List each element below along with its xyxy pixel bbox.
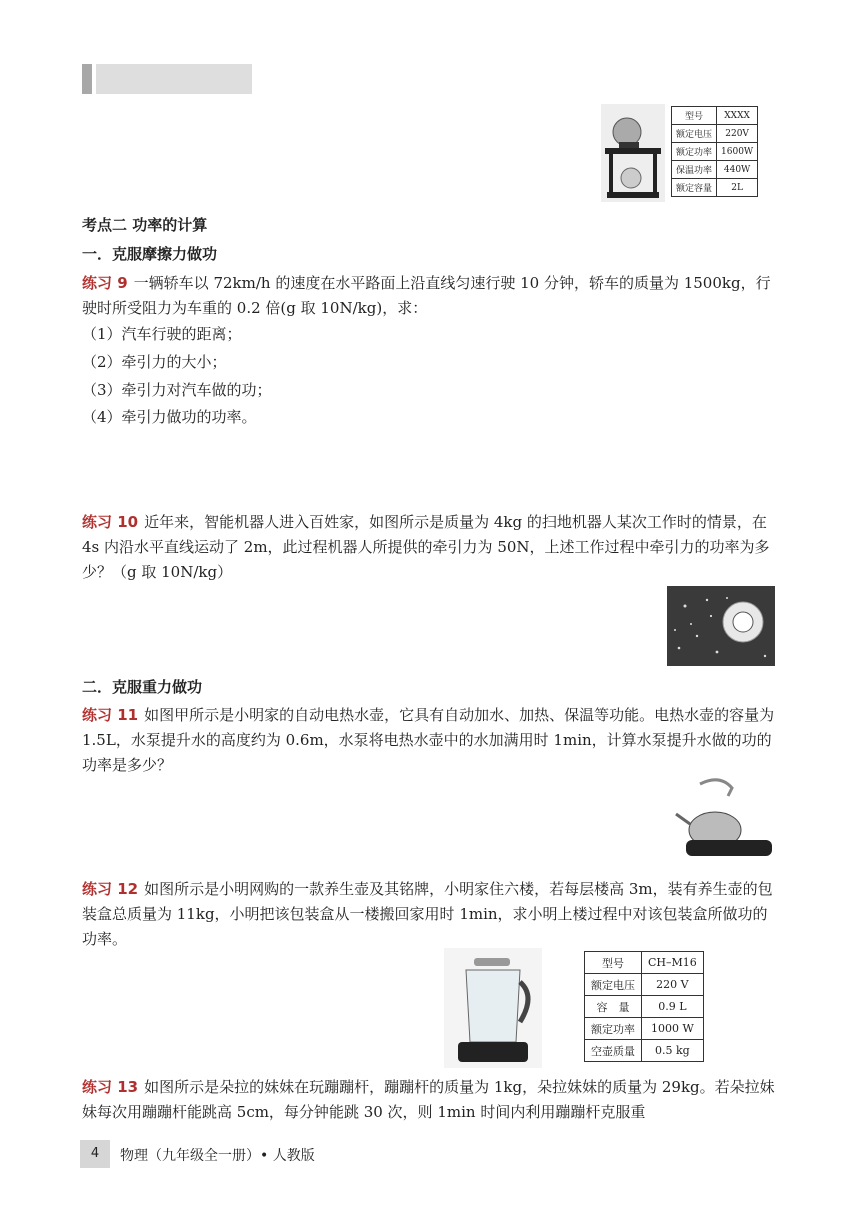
exercise-13-text: 如图所示是朵拉的妹妹在玩蹦蹦杆，蹦蹦杆的质量为 1kg，朵拉妹妹的质量为 29kg。若朵拉妹妹每次用蹦蹦杆能跳高 5cm，每分钟能跳 30 次，则 1min 时间内利用蹦蹦杆克服重 (82, 1078, 775, 1121)
exercise-11-text: 如图甲所示是小明家的自动电热水壶，它具有自动加水、加热、保温等功能。电热水壶的容量为 1.5L，水泵提升水的高度约为 0.6m，水泵将电热水壶中的水加满用时 1min，计算水泵提升水做的功的功率是多少？ (82, 706, 775, 774)
section-title: 考点二 功率的计算 (82, 216, 208, 234)
exercise-9-q1: （1）汽车行驶的距离； (82, 325, 242, 343)
spec-table-1-value: 1600W (717, 143, 758, 161)
spec-table-2-row (585, 1040, 704, 1062)
exercise-13 (82, 1075, 776, 1125)
exercise-9-label: 练习 9 (82, 274, 128, 292)
spec-table-2-row (585, 1018, 704, 1040)
footer-text: 物理（九年级全一册）• 人教版 (120, 1148, 315, 1164)
kettle-stand-photo (601, 104, 665, 202)
spec-table-1-key: 额定功率 (672, 143, 717, 161)
spec-table-1-row (672, 161, 758, 179)
spec-table-1-value: XXXX (717, 107, 758, 125)
spec-table-1-value: 440W (717, 161, 758, 179)
subsection-2-title: 二．克服重力做功 (82, 678, 203, 696)
subsection-1-title: 一．克服摩擦力做功 (82, 245, 218, 263)
health-kettle-photo (444, 948, 542, 1068)
exercise-11-label: 练习 11 (82, 706, 139, 724)
spec-table-2-value: 1000 W (642, 1018, 704, 1040)
spec-table-2-value: 0.5 kg (642, 1040, 704, 1062)
exercise-12 (82, 877, 776, 952)
spec-table-1-value: 220V (717, 125, 758, 143)
exercise-9 (82, 271, 776, 321)
spec-table-1-key: 额定电压 (672, 125, 717, 143)
electric-kettle-photo (670, 774, 776, 862)
spec-table-2-key: 容 量 (585, 996, 642, 1018)
exercise-12-text: 如图所示是小明网购的一款养生壶及其铭牌，小明家住六楼，若每层楼高 3m，装有养生壶的包装盒总质量为 11kg，小明把该包装盒从一楼搬回家用时 1min，求小明上楼过程中对该包装盒所做功的功率。 (82, 880, 773, 948)
spec-table-2 (584, 951, 704, 1062)
spec-table-2-key: 额定功率 (585, 1018, 642, 1040)
robot-vacuum-photo (667, 586, 775, 666)
exercise-9-q3: （3）牵引力对汽车做的功； (82, 381, 272, 399)
spec-table-2-key: 空壶质量 (585, 1040, 642, 1062)
spec-table-2-key: 额定电压 (585, 974, 642, 996)
spec-table-1 (671, 106, 758, 197)
exercise-11 (82, 703, 776, 778)
spec-table-1-row (672, 107, 758, 125)
spec-table-2-key: 型号 (585, 952, 642, 974)
exercise-10-label: 练习 10 (82, 513, 139, 531)
header-bar-fill (96, 64, 252, 94)
exercise-10-text: 近年来，智能机器人进入百姓家，如图所示是质量为 4kg 的扫地机器人某次工作时的情景，在 4s 内沿水平直线运动了 2m，此过程机器人所提供的牵引力为 50N，上述工作过程中牵引力的功率为多少？（g 取 10N/kg） (82, 513, 770, 581)
spec-table-2-row (585, 996, 704, 1018)
header-bar-accent (82, 64, 92, 94)
spec-table-2-row (585, 974, 704, 996)
spec-table-1-row (672, 179, 758, 197)
header-bar (82, 64, 252, 94)
exercise-9-text: 一辆轿车以 72km/h 的速度在水平路面上沿直线匀速行驶 10 分钟，轿车的质量为 1500kg，行驶时所受阻力为车重的 0.2 倍(g 取 10N/kg)，求： (82, 274, 771, 317)
spec-table-1-row (672, 143, 758, 161)
spec-table-2-row (585, 952, 704, 974)
page-number-box (80, 1140, 110, 1168)
spec-table-2-value: CH–M16 (642, 952, 704, 974)
spec-table-1-key: 型号 (672, 107, 717, 125)
spec-table-1-value: 2L (717, 179, 758, 197)
spec-table-1-key: 保温功率 (672, 161, 717, 179)
exercise-9-q2: （2）牵引力的大小； (82, 353, 227, 371)
page-number: 4 (90, 1146, 100, 1161)
exercise-9-q4: （4）牵引力做功的功率。 (82, 408, 257, 426)
spec-table-2-value: 0.9 L (642, 996, 704, 1018)
exercise-13-label: 练习 13 (82, 1078, 139, 1096)
exercise-10 (82, 510, 776, 585)
spec-table-2-value: 220 V (642, 974, 704, 996)
spec-table-1-key: 额定容量 (672, 179, 717, 197)
exercise-12-label: 练习 12 (82, 880, 139, 898)
spec-table-1-row (672, 125, 758, 143)
